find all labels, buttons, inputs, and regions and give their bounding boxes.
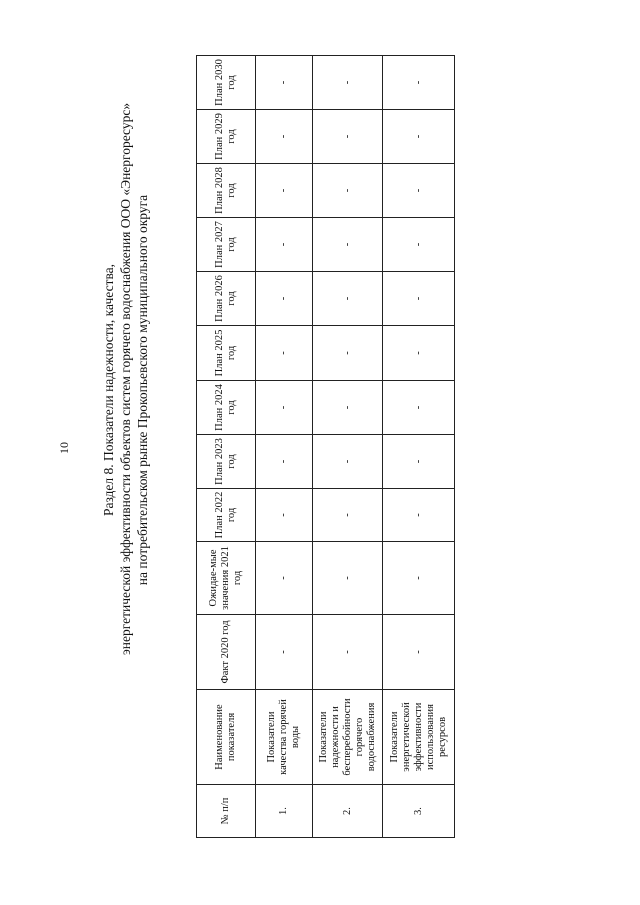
table-cell: - (383, 56, 455, 110)
table-cell: - (313, 56, 383, 110)
table-cell: - (383, 489, 455, 542)
table-cell: - (383, 164, 455, 218)
header-cell: План 2027 год (197, 218, 256, 272)
header-cell: План 2022 год (197, 489, 256, 542)
table-cell: - (383, 435, 455, 489)
table-cell: - (383, 615, 455, 690)
header-cell: План 2029 год (197, 110, 256, 164)
table-row (256, 56, 313, 838)
table-cell: - (313, 164, 383, 218)
table-cell: - (256, 110, 313, 164)
title-line-1: Раздел 8. Показатели надежности, качества, (101, 263, 116, 517)
table-cell: - (313, 615, 383, 690)
table-cell: - (383, 381, 455, 435)
indicators-table-container (196, 56, 448, 838)
row-number: 1. (256, 785, 313, 838)
header-cell: План 2024 год (197, 381, 256, 435)
table-header-row (197, 56, 256, 838)
row-number: 2. (313, 785, 383, 838)
table-cell: - (383, 542, 455, 615)
header-cell: Ожидае-мые значения 2021 год (197, 542, 256, 615)
table-row (383, 56, 455, 838)
page-number: 10 (57, 442, 71, 454)
table-cell: - (256, 326, 313, 381)
table-cell: - (256, 489, 313, 542)
table-cell: - (383, 272, 455, 326)
table-cell: - (383, 110, 455, 164)
table-cell: - (313, 489, 383, 542)
indicators-table (196, 55, 455, 838)
header-cell: План 2026 год (197, 272, 256, 326)
table-cell: - (256, 435, 313, 489)
indicator-name: Показатели энергетической эффективности использования ресурсов (383, 690, 455, 785)
section-title (100, 102, 180, 655)
header-cell: № п/п (197, 785, 256, 838)
table-cell: - (256, 164, 313, 218)
header-cell: План 2028 год (197, 164, 256, 218)
table-cell: - (313, 326, 383, 381)
table-cell: - (313, 381, 383, 435)
title-line-3: на потребительском рынке Прокопьевского муниципального округа (135, 194, 150, 586)
table-cell: - (313, 272, 383, 326)
table-cell: - (313, 110, 383, 164)
title-line-2: энергетической эффективности объектов систем горячего водоснабжения ООО «Энергоресурс» (118, 102, 133, 655)
header-cell: План 2030 год (197, 56, 256, 110)
header-cell: План 2025 год (197, 326, 256, 381)
table-cell: - (256, 381, 313, 435)
table-cell: - (383, 326, 455, 381)
header-cell: План 2023 год (197, 435, 256, 489)
table-cell: - (256, 218, 313, 272)
header-cell: Факт 2020 год (197, 615, 256, 690)
table-cell: - (313, 542, 383, 615)
table-cell: - (383, 218, 455, 272)
table-cell: - (313, 218, 383, 272)
table-cell: - (256, 272, 313, 326)
table-cell: - (256, 615, 313, 690)
table-cell: - (256, 56, 313, 110)
indicator-name: Показатели надежности и бесперебойности горячего водоснабжения (313, 690, 383, 785)
table-cell: - (256, 542, 313, 615)
row-number: 3. (383, 785, 455, 838)
table-row (313, 56, 383, 838)
header-cell: Наименование показателя (197, 690, 256, 785)
indicator-name: Показатели качества горячей воды (256, 690, 313, 785)
table-cell: - (313, 435, 383, 489)
